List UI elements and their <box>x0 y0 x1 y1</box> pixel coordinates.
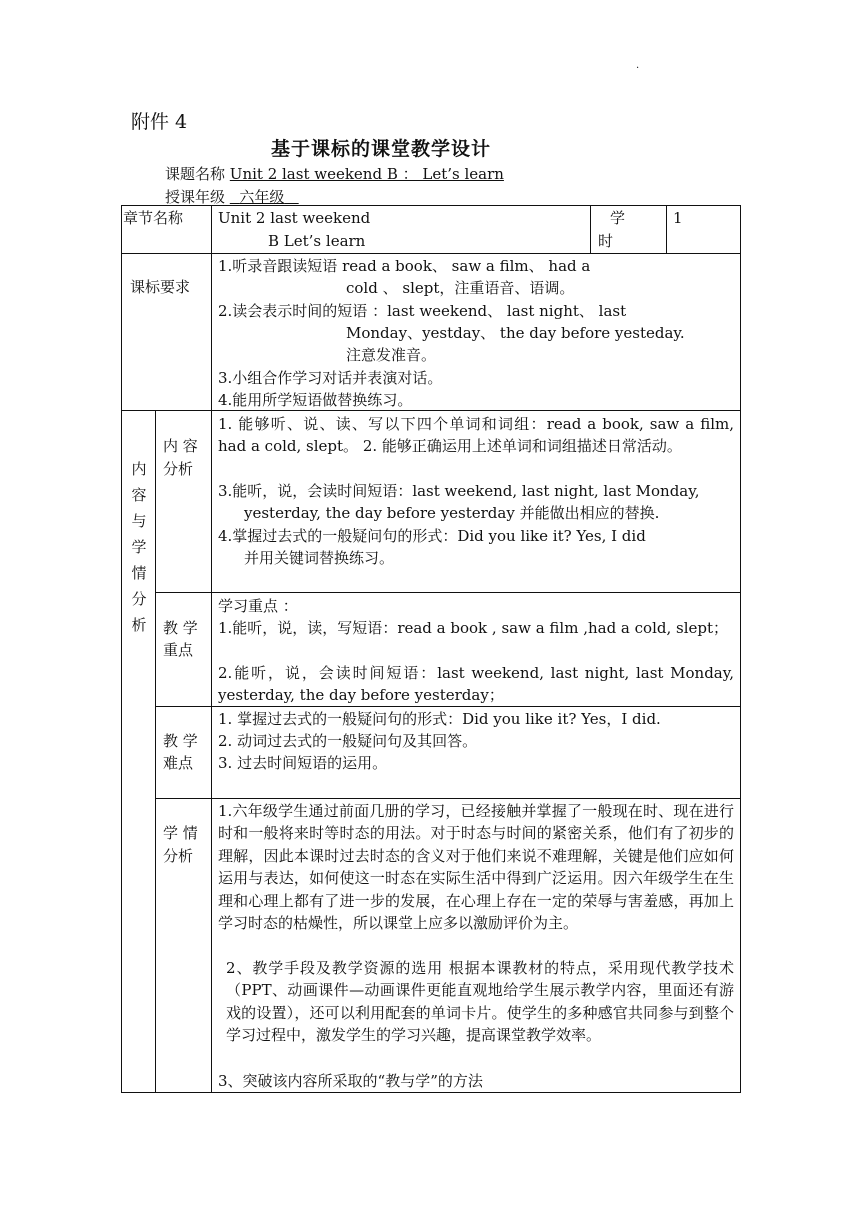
difficulties-label-2: 难点 <box>163 754 194 772</box>
analysis-group-char-1: 内 <box>131 460 147 478</box>
analysis-group-char-2: 容 <box>131 486 147 504</box>
key-points-label-1: 教 学 <box>163 619 198 637</box>
course-line <box>165 163 504 184</box>
standards-item-2-cont: Monday、yestday、 the day before yesteday. <box>346 324 685 342</box>
learner-label-1: 学 情 <box>163 824 198 842</box>
standards-label: 课标要求 <box>130 278 191 296</box>
key-points-item-2: 2.能听，说，会读时间短语：last weekend, last night, last Monday, yesterday, the day before yesterday； <box>218 664 734 705</box>
grade-label: 授课年级 <box>165 188 226 206</box>
content-label-2: 分析 <box>163 460 194 478</box>
difficulties-item-3: 3. 过去时间短语的运用。 <box>218 754 388 772</box>
standards-item-1-cont: cold 、 slept，注重语音、语调。 <box>346 279 575 297</box>
chapter-line-1: Unit 2 last weekend <box>218 209 371 227</box>
key-points-heading: 学习重点 ： <box>218 597 298 615</box>
analysis-group-char-7: 析 <box>131 616 147 634</box>
key-points-item-1: 1.能听，说，读，写短语：read a book , saw a film ,had a cold, slept； <box>218 619 729 637</box>
chapter-line-2: B Let’s learn <box>268 232 366 250</box>
standards-item-2: 2.读会表示时间的短语 ：last weekend、 last night、 last <box>218 302 627 320</box>
standards-item-2-cont2: 注意发准音。 <box>346 346 437 364</box>
key-points-label-2: 重点 <box>163 641 194 659</box>
course-label: 课题名称 <box>165 165 226 183</box>
standards-item-1: 1.听录音跟读短语 read a book、 saw a film、 had a <box>218 257 591 275</box>
learner-item-2: 2、教学手段及教学资源的选用 根据本课教材的特点，采用现代教学技术（PPT、动画课件—动画课件更能直观地给学生展示教学内容，里面还有游戏的设置），还可以利用配套的单词卡片。使学生的多种感官共同参与到整个学习过程中，激发学生的学习兴趣，提高课堂教学效率。 <box>226 959 734 1045</box>
standards-item-3: 3.小组合作学习对话并表演对话。 <box>218 369 443 387</box>
content-label-1: 内 容 <box>163 437 198 455</box>
analysis-group-char-5: 情 <box>131 564 147 582</box>
difficulties-label-1: 教 学 <box>163 732 198 750</box>
grade-value: 六年级 <box>239 188 285 206</box>
hours-label-1: 学 <box>610 209 626 227</box>
analysis-group-char-3: 与 <box>131 512 147 530</box>
content-item-4: 4.掌握过去式的一般疑问句的形式：Did you like it? Yes, I did <box>218 527 646 545</box>
learner-item-3: 3、突破该内容所采取的“教与学”的方法 <box>218 1072 483 1090</box>
hours-value: 1 <box>673 209 683 227</box>
content-item-4-cont: 并用关键词替换练习。 <box>244 549 395 567</box>
difficulties-item-1: 1. 掌握过去式的一般疑问句的形式：Did you like it? Yes，I did. <box>218 710 661 728</box>
difficulties-item-2: 2. 动词过去式的一般疑问句及其回答。 <box>218 732 478 750</box>
learner-item-1: 1.六年级学生通过前面几册的学习，已经接触并掌握了一般现在时、现在进行时和一般将来时等时态的用法。对于时态与时间的紧密关系，他们有了初步的理解，因此本课时过去时态的含义对于他们来说不难理解，关键是他们应如何运用与表达，如何使这一时态在实际生活中得到广泛运用。因六年级学生在生理和心理上都有了进一步的发展，在心理上存在一定的荣辱与害羞感，再加上学习时态的枯燥性，所以课堂上应多以激励评价为主。 <box>218 802 734 933</box>
content-item-3: 3.能听，说，会读时间短语：last weekend, last night, last Monday, <box>218 482 700 500</box>
analysis-group-char-6: 分 <box>131 590 147 608</box>
attachment-label: 附件 4 <box>131 111 188 133</box>
chapter-label: 章节名称 <box>123 209 184 227</box>
page-mark: . <box>636 60 640 71</box>
learner-label-2: 分析 <box>163 847 194 865</box>
hours-label-2: 时 <box>598 232 614 250</box>
course-value: Unit 2 last weekend B ： Let’s learn <box>229 165 504 183</box>
grade-line <box>165 186 299 207</box>
analysis-group-char-4: 学 <box>131 538 147 556</box>
content-item-1-2: 1. 能够听、说、读、写以下四个单词和词组：read a book, saw a film, had a cold, slept。 2. 能够正确运用上述单词和词组描述日常活动。 <box>218 415 734 456</box>
content-item-3-cont: yesterday, the day before yesterday 并能做出相应的替换. <box>244 504 660 522</box>
document-title: 基于课标的课堂教学设计 <box>271 138 492 160</box>
standards-item-4: 4.能用所学短语做替换练习。 <box>218 391 413 409</box>
